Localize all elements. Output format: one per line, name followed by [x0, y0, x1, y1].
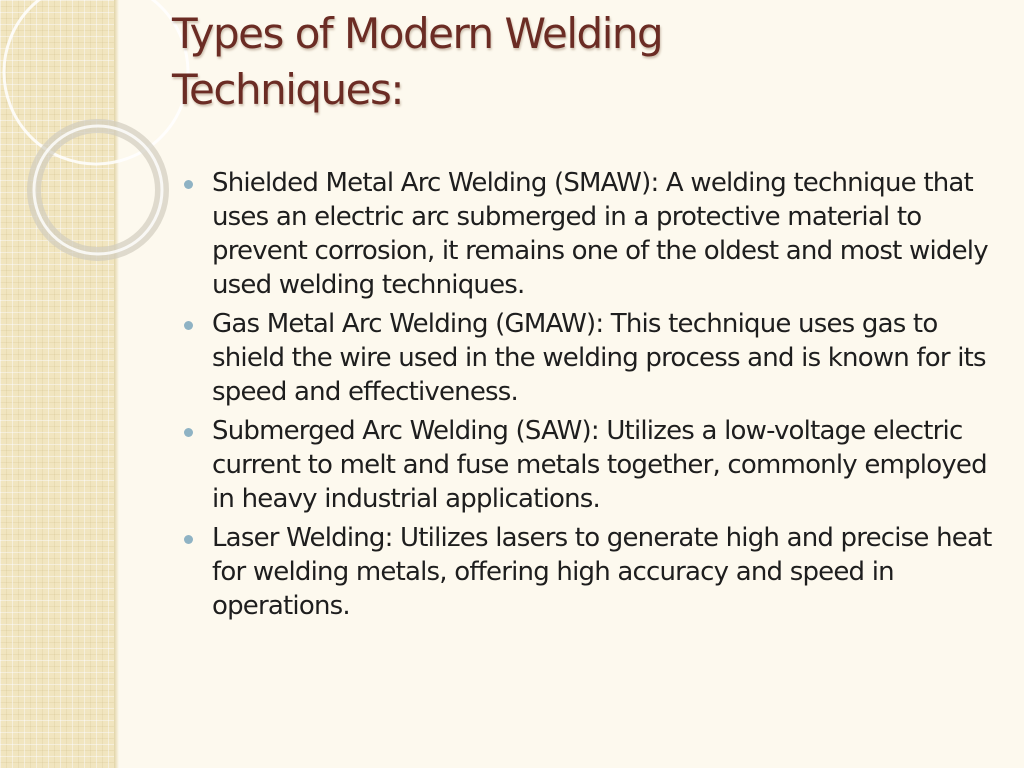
bullet-item-smaw: [184, 166, 999, 302]
bullet-item-saw: [184, 414, 999, 516]
round-bullet-icon: [184, 535, 193, 544]
bullet-item-gmaw: [184, 307, 999, 409]
bullet-item-laser: [184, 521, 999, 623]
slide-title-line-1: Types of Modern Welding: [172, 9, 663, 58]
bullet-text-gmaw: Gas Metal Arc Welding (GMAW): This technique uses gas to shield the wire used in the welding process and is known for its speed and effectiveness.: [212, 309, 986, 407]
decorative-rings-icon: [0, 0, 150, 300]
bullet-text-smaw: Shielded Metal Arc Welding (SMAW): A welding technique that uses an electric arc submerged in a protective material to prevent corrosion, it remains one of the oldest and most widely used welding techniques.: [212, 168, 988, 300]
round-bullet-icon: [184, 428, 193, 437]
bullet-text-saw: Submerged Arc Welding (SAW): Utilizes a low-voltage electric current to melt and fuse metals together, commonly employed in heavy industrial applications.: [212, 416, 987, 514]
round-bullet-icon: [184, 321, 193, 330]
bullet-text-laser: Laser Welding: Utilizes lasers to generate high and precise heat for welding metals, offering high accuracy and speed in operations.: [212, 523, 992, 621]
slide-title-line-2: Techniques:: [172, 65, 404, 114]
slide-title: [172, 6, 992, 118]
round-bullet-icon: [184, 180, 193, 189]
bullet-list: [184, 166, 999, 628]
